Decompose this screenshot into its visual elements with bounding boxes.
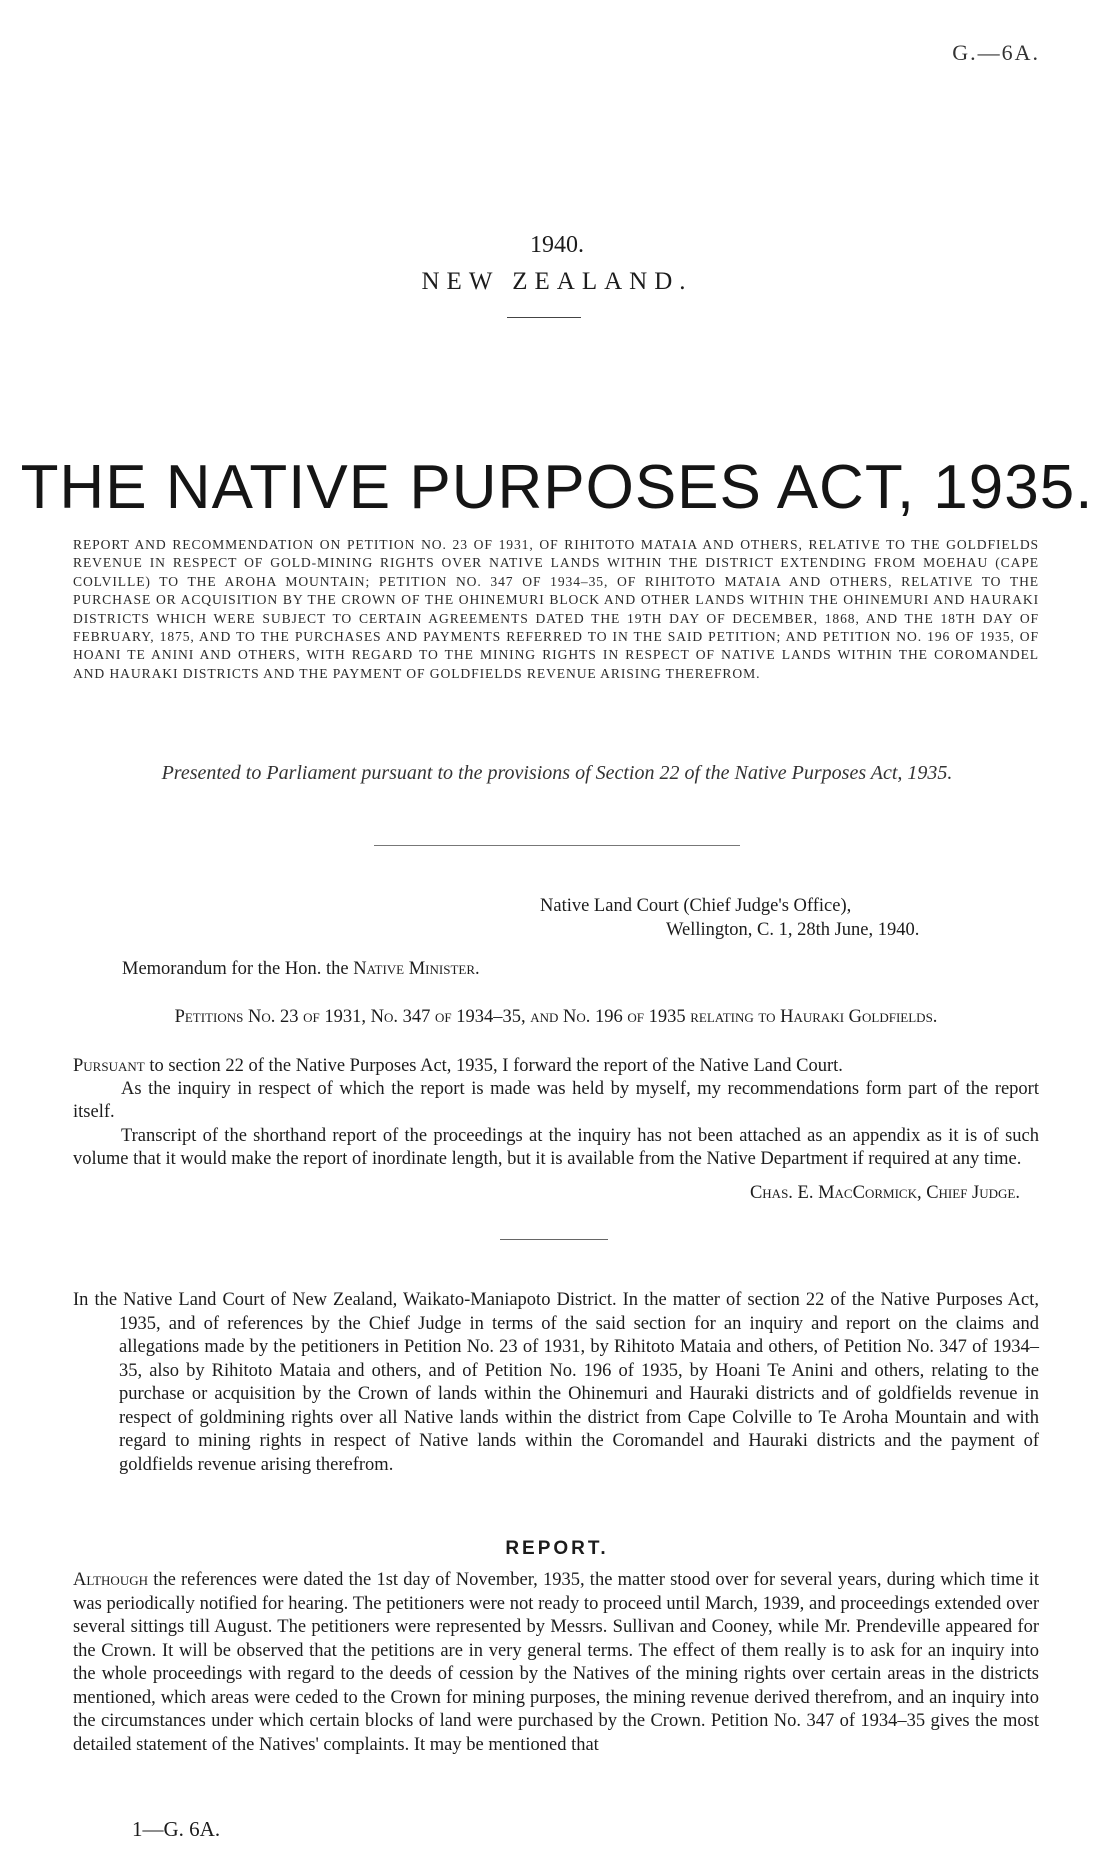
document-reference: G.—6A.: [952, 40, 1040, 65]
memo-body: [73, 1055, 1039, 1171]
divider-rule: [500, 1239, 608, 1240]
report-lead-word: Although: [73, 1570, 148, 1590]
signature: Chas. E. MacCormick, Chief Judge.: [749, 1183, 1020, 1203]
memo-addressee-title: Native Minister.: [353, 959, 480, 979]
memo-from-office: Native Land Court (Chief Judge's Office),: [540, 896, 852, 916]
report-heading: REPORT.: [505, 1538, 609, 1559]
memo-lead-word: Pursuant: [73, 1056, 145, 1076]
memo-place-date: Wellington, C. 1, 28th June, 1940.: [666, 920, 920, 940]
memo-addressee-prefix: Memorandum for the Hon. the: [122, 959, 354, 979]
report-subtitle: REPORT AND RECOMMENDATION ON PETITION NO. 23 OF 1931, OF RIHITOTO MATAIA AND OTHERS, RELATIVE TO THE GOLDFIELDS REVENUE IN RESPECT OF GOLD-MINING RIGHTS OVER NATIVE LANDS WITHIN THE DISTRICT EXTENDING FROM MOEHAU (CAPE COLVILLE) TO THE AROHA MOUNTAIN; PETITION NO. 347 OF 1934–35, OF RIHITOTO MATAIA AND OTHERS, RELATIVE TO THE PURCHASE OR ACQUISITION BY THE CROWN OF THE OHINEMURI BLOCK AND OTHER LANDS WITHIN THE OHINEMURI AND HAURAKI DISTRICTS WHICH WERE SUBJECT TO CERTAIN AGREEMENTS DATED THE 19TH DAY OF DECEMBER, 1868, AND THE 18TH DAY OF FEBRUARY, 1875, AND TO THE PURCHASES AND PAYMENTS REFERRED TO IN THE SAID PETITION; AND PETITION NO. 196 OF 1935, OF HOANI TE ANINI AND OTHERS, WITH REGARD TO THE MINING RIGHTS IN RESPECT OF NATIVE LANDS WITHIN THE COROMANDEL AND HAURAKI DISTRICTS AND THE PAYMENT OF GOLDFIELDS REVENUE ARISING THEREFROM.: [73, 537, 1039, 681]
memo-paragraph: [73, 1055, 1039, 1078]
memo-paragraph: As the inquiry in respect of which the report is made was held by myself, my recommendations form part of the report itself.: [73, 1079, 1039, 1123]
report-text: the references were dated the 1st day of November, 1935, the matter stood over for several years, during which time it was periodically notified for hearing. The petitioners were not ready to proceed until March, 1939, and proceedings extended over several sittings till August. The petitioners were represented by Messrs. Sullivan and Cooney, while Mr. Prendeville appeared for the Crown. It will be observed that the petitions are in very general terms. The effect of them really is to ask for an inquiry into the whole proceedings with regard to the deeds of cession by the Natives of the mining rights over certain areas in the districts mentioned, which areas were ceded to the Crown for mining purposes, the mining revenue derived therefrom, and an inquiry into the circumstances under which certain blocks of land were purchased by the Crown. Petition No. 347 of 1934–35 gives the most detailed statement of the Natives' complaints. It may be mentioned that: [73, 1570, 1039, 1755]
presented-to-parliament: Presented to Parliament pursuant to the provisions of Section 22 of the Native Purposes Act, 1935.: [161, 762, 953, 784]
memo-paragraph-text: to section 22 of the Native Purposes Act, 1935, I forward the report of the Native Land Court.: [144, 1056, 843, 1076]
year: 1940.: [530, 232, 584, 258]
act-title: THE NATIVE PURPOSES ACT, 1935.: [20, 453, 1094, 522]
memo-addressee: [122, 959, 1022, 980]
petitions-heading: Petitions No. 23 of 1931, No. 347 of 1934–35, and No. 196 of 1935 relating to Hauraki Goldfields.: [174, 1007, 938, 1027]
divider-rule: [374, 845, 740, 846]
country: NEW ZEALAND.: [421, 268, 693, 295]
page-footer-reference: 1—G. 6A.: [132, 1817, 221, 1841]
divider-rule: [507, 317, 581, 318]
court-heading-paragraph: In the Native Land Court of New Zealand, Waikato-Maniapoto District. In the matter of section 22 of the Native Purposes Act, 1935, and of references by the Chief Judge in terms of the said section for an inquiry and report on the claims and allegations made by the petitioners in Petition No. 23 of 1931, by Rihitoto Mataia and others, of Petition No. 347 of 1934–35, also by Rihitoto Mataia and others, and of Petition No. 196 of 1935, by Hoani Te Anini and others, relating to the purchase or acquisition by the Crown of lands within the Ohinemuri and Hauraki districts and of goldfields revenue in respect of goldmining rights over all Native lands within the district from Cape Colville to Te Aroha Mountain and with regard to mining rights in respect of Native lands within the Coromandel and Hauraki districts and the payment of goldfields revenue arising therefrom.: [73, 1290, 1039, 1475]
report-body: [73, 1569, 1039, 1757]
memo-paragraph: Transcript of the shorthand report of the proceedings at the inquiry has not been attached as an appendix as it is of such volume that it would make the report of inordinate length, but it is available from the Native Department if required at any time.: [73, 1125, 1039, 1169]
